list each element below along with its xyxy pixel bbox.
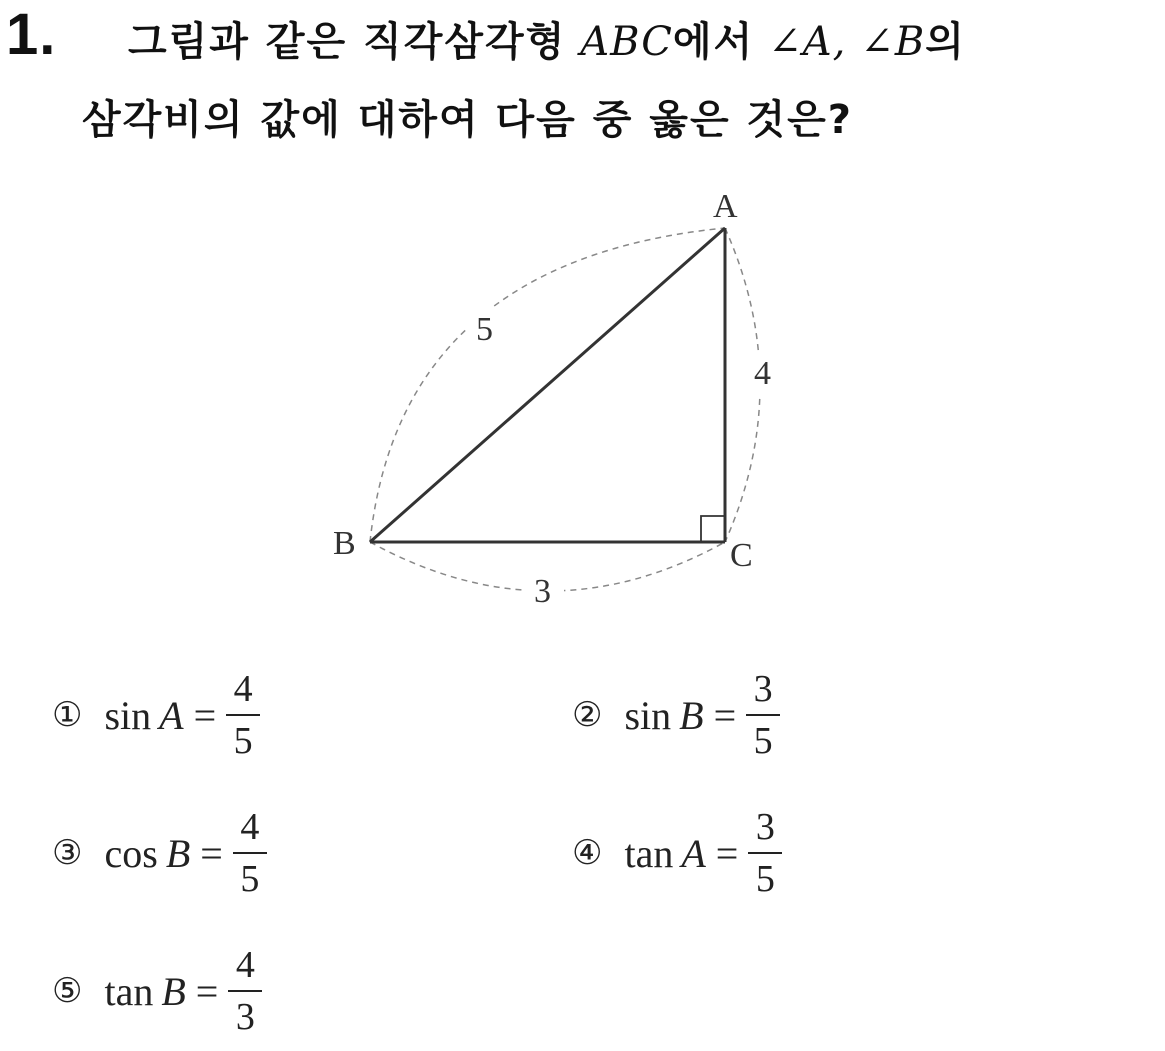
choice-1-equals: = (193, 692, 217, 738)
vertex-a-label: A (713, 188, 738, 225)
choice-1-denominator: 5 (233, 720, 253, 762)
vertex-b-label: B (333, 525, 356, 562)
choice-5-equals: = (195, 968, 219, 1014)
choice-4-fraction (748, 808, 782, 898)
choice-3-equals: = (200, 830, 223, 876)
side-bc-label: 3 (534, 573, 551, 610)
question-text-prefix: 그림과 같은 직각삼각형 (128, 19, 567, 65)
question-text-suffix: 의 (925, 19, 966, 65)
choice-3-denominator: 5 (240, 858, 260, 900)
choice-2-function: sin (624, 692, 672, 738)
choice-5-fraction (228, 946, 262, 1036)
choice-5-marker: ⑤ (52, 971, 83, 1011)
choice-5[interactable] (52, 946, 262, 1036)
side-ab-label: 5 (476, 311, 493, 348)
triangle-name: ABC (580, 19, 673, 65)
choice-5-variable: B (161, 968, 186, 1014)
question-number: 1. (6, 2, 57, 67)
choice-1-function: sin (104, 692, 152, 738)
choice-4-numerator: 3 (755, 806, 775, 848)
choice-3-marker: ③ (52, 833, 83, 873)
choice-2-denominator: 5 (753, 720, 773, 762)
choice-4-function: tan (624, 830, 674, 876)
question-line-2: 삼각비의 값에 대하여 다음 중 옳은 것은? (82, 97, 853, 143)
choice-1[interactable] (52, 670, 260, 760)
choice-5-denominator: 3 (235, 996, 255, 1038)
choice-2-equals: = (713, 692, 737, 738)
choice-1-marker: ① (52, 695, 83, 735)
choice-1-variable: A (159, 692, 184, 738)
choice-2-numerator: 3 (753, 668, 773, 710)
side-ac-label: 4 (754, 355, 771, 392)
question-text-mid: 에서 (672, 19, 755, 65)
choice-3-numerator: 4 (240, 806, 260, 848)
choice-3[interactable] (52, 808, 267, 898)
choice-2-marker: ② (572, 695, 603, 735)
choice-3-function: cos (104, 830, 158, 876)
choice-1-fraction (226, 670, 260, 760)
choice-4-marker: ④ (572, 833, 603, 873)
choice-5-function: tan (104, 968, 154, 1014)
side-ab-line (370, 228, 725, 542)
choice-3-fraction (233, 808, 267, 898)
choice-1-numerator: 4 (233, 668, 253, 710)
angle-a-label: ∠A, (768, 19, 847, 65)
choice-4[interactable] (572, 808, 782, 898)
choice-3-variable: B (165, 830, 191, 876)
right-angle-mark (701, 516, 725, 542)
choice-2[interactable] (572, 670, 780, 760)
vertex-c-label: C (730, 537, 753, 574)
choice-4-variable: A (681, 830, 706, 876)
angle-b-label: ∠B (860, 19, 926, 65)
choice-2-fraction (746, 670, 780, 760)
choice-5-numerator: 4 (235, 944, 255, 986)
choice-4-denominator: 5 (755, 858, 775, 900)
choice-4-equals: = (715, 830, 739, 876)
choice-2-variable: B (679, 692, 704, 738)
